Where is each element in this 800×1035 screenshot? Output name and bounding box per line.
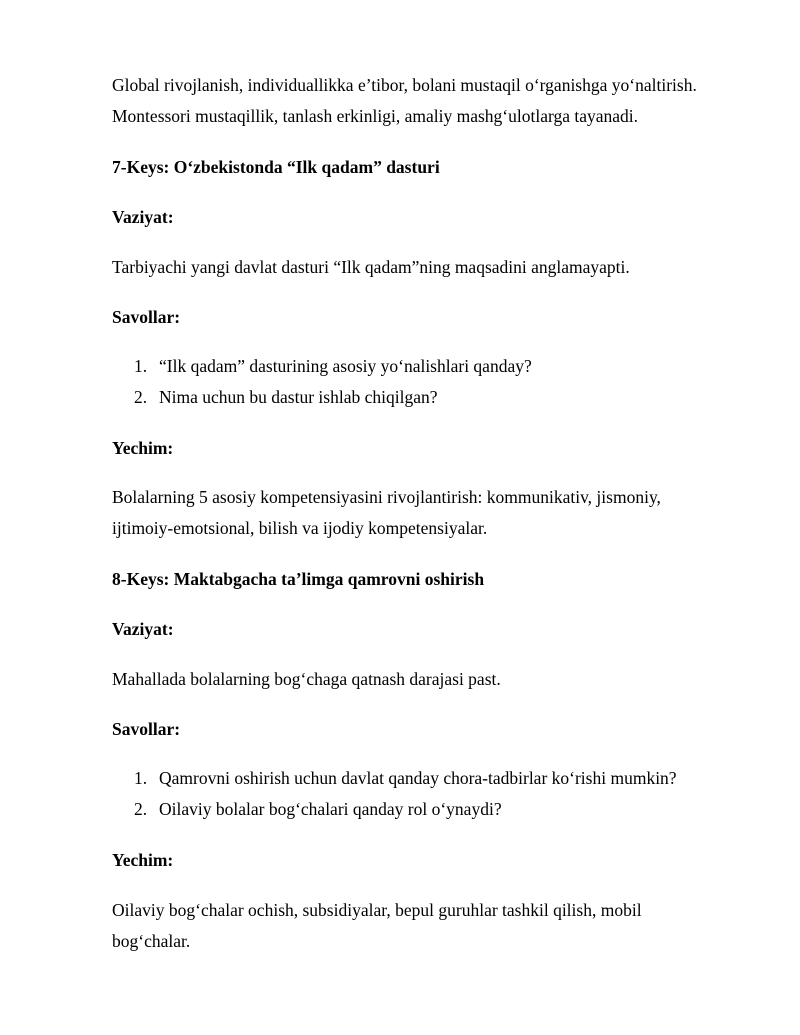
case8-solution-label: Yechim:: [112, 850, 174, 870]
list-item-text: “Ilk qadam” dasturining asosiy yo‘nalishlari qanday?: [159, 356, 532, 376]
case8-questions-label: Savollar:: [112, 719, 181, 739]
list-item-text: Nima uchun bu dastur ishlab chiqilgan?: [159, 387, 438, 407]
case8-solution-line-2: bog‘chalar.: [112, 931, 191, 951]
case7-questions-label: Savollar:: [112, 307, 181, 327]
case7-situation-text: Tarbiyachi yangi davlat dasturi “Ilk qadam”ning maqsadini anglamayapti.: [112, 257, 630, 277]
case7-solution-line-1: Bolalarning 5 asosiy kompetensiyasini rivojlantirish: kommunikativ, jismoniy,: [112, 487, 661, 507]
case8-title: 8-Keys: Maktabgacha ta’limga qamrovni oshirish: [112, 569, 485, 589]
case7-solution-line-2: ijtimoiy-emotsional, bilish va ijodiy kompetensiyalar.: [112, 518, 488, 538]
intro-line-1: Global rivojlanish, individuallikka e’tibor, bolani mustaqil o‘rganishga yo‘naltirish.: [112, 75, 697, 95]
list-item-number: 2.: [134, 387, 148, 407]
case7-title: 7-Keys: O‘zbekistonda “Ilk qadam” dasturi: [112, 157, 440, 177]
case7-situation-label: Vaziyat:: [112, 207, 174, 227]
list-item-text: Qamrovni oshirish uchun davlat qanday chora-tadbirlar ko‘rishi mumkin?: [159, 768, 677, 788]
case8-situation-label: Vaziyat:: [112, 619, 174, 639]
list-item-text: Oilaviy bolalar bog‘chalari qanday rol o‘ynaydi?: [159, 799, 502, 819]
list-item-number: 2.: [134, 799, 148, 819]
list-item-number: 1.: [134, 356, 148, 376]
case8-solution-line-1: Oilaviy bog‘chalar ochish, subsidiyalar, bepul guruhlar tashkil qilish, mobil: [112, 900, 642, 920]
case7-solution-label: Yechim:: [112, 438, 174, 458]
list-item-number: 1.: [134, 768, 148, 788]
intro-line-2: Montessori mustaqillik, tanlash erkinligi, amaliy mashg‘ulotlarga tayanadi.: [112, 106, 639, 126]
case8-situation-text: Mahallada bolalarning bog‘chaga qatnash darajasi past.: [112, 669, 501, 689]
